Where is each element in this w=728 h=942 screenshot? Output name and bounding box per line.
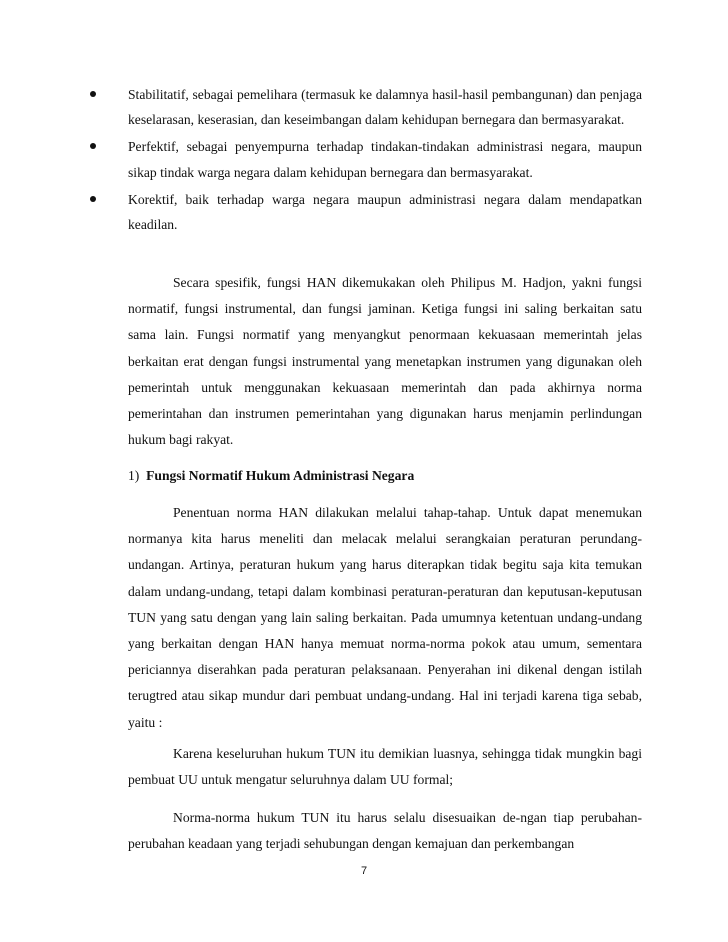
function-bullet-list xyxy=(86,82,642,237)
bullet-text: Perfektif, sebagai penyempurna terhadap tindakan-tindakan administrasi negara, maupun sikap tindak warga negara dalam kehidupan bernegara dan bermasyarakat. xyxy=(128,139,642,180)
bullet-item-stabilitatif xyxy=(86,82,642,132)
bullet-icon xyxy=(90,196,96,202)
bullet-item-perfektif xyxy=(86,134,642,184)
section-number: 1) xyxy=(128,468,140,483)
bullet-text: Korektif, baik terhadap warga negara maupun administrasi negara dalam mendapatkan keadilan. xyxy=(128,191,642,233)
paragraph-karena-keseluruhan: Karena keseluruhan hukum TUN itu demikian luasnya, sehingga tidak mungkin bagi pembuat UU untuk mengatur seluruhnya dalam UU formal; xyxy=(128,746,642,788)
paragraph-fungsi-han: Secara spesifik, fungsi HAN dikemukakan oleh Philipus M. Hadjon, yakni fungsi normatif, fungsi instrumental, dan fungsi jaminan. Ketiga fungsi ini saling berkaitan satu sama lain. Fungsi normatif yang menyangkut penormaan kekuasaan memerintah jelas berkaitan erat dengan fungsi instrumental yang menetapkan instrumen yang digunakan oleh pemerintah untuk menggunakan kekuasaan memerintah dan pada akhirnya norma pemerintahan dan instrumen pemerintahan yang digunakan harus menjamin perlindungan hukum bagi rakyat. xyxy=(128,275,642,448)
section-heading xyxy=(128,463,642,489)
page-number: 7 xyxy=(360,865,368,877)
bullet-icon xyxy=(90,143,96,149)
section-title: Fungsi Normatif Hukum Administrasi Negara xyxy=(146,468,415,483)
paragraph-penentuan-norma: Penentuan norma HAN dilakukan melalui tahap-tahap. Untuk dapat menemukan normanya kita harus meneliti dan melacak melalui serangkaian peraturan perundang-undangan. Artinya, peraturan hukum yang harus diterapkan tidak begitu saja kita temukan dalam undang-undang, tetapi dalam kombinasi peraturan-peraturan dan keputusan-keputusan TUN yang satu dengan yang lain saling berkaitan. Pada umumnya ketentuan undang-undang yang berkaitan dengan HAN hanya memuat norma-norma pokok atau umum, sementara periciannya diserahkan pada peraturan pelaksanaan. Penyerahan ini dikenal dengan istilah terugtred atau sikap mundur dari pembuat undang-undang. Hal ini terjadi karena tiga sebab, yaitu : xyxy=(128,505,642,730)
bullet-text: Stabilitatif, sebagai pemelihara (termasuk ke dalamnya hasil-hasil pembangunan) dan penjaga keselarasan, keserasian, dan keseimbangan dalam kehidupan bernegara dan bermasyarakat. xyxy=(128,87,642,128)
bullet-icon xyxy=(90,91,96,97)
bullet-item-korektif xyxy=(86,187,642,237)
paragraph-norma-norma: Norma-norma hukum TUN itu harus selalu disesuaikan de-ngan tiap perubahan-perubahan keadaan yang terjadi sehubungan dengan kemajuan dan perkembangan xyxy=(128,810,642,852)
